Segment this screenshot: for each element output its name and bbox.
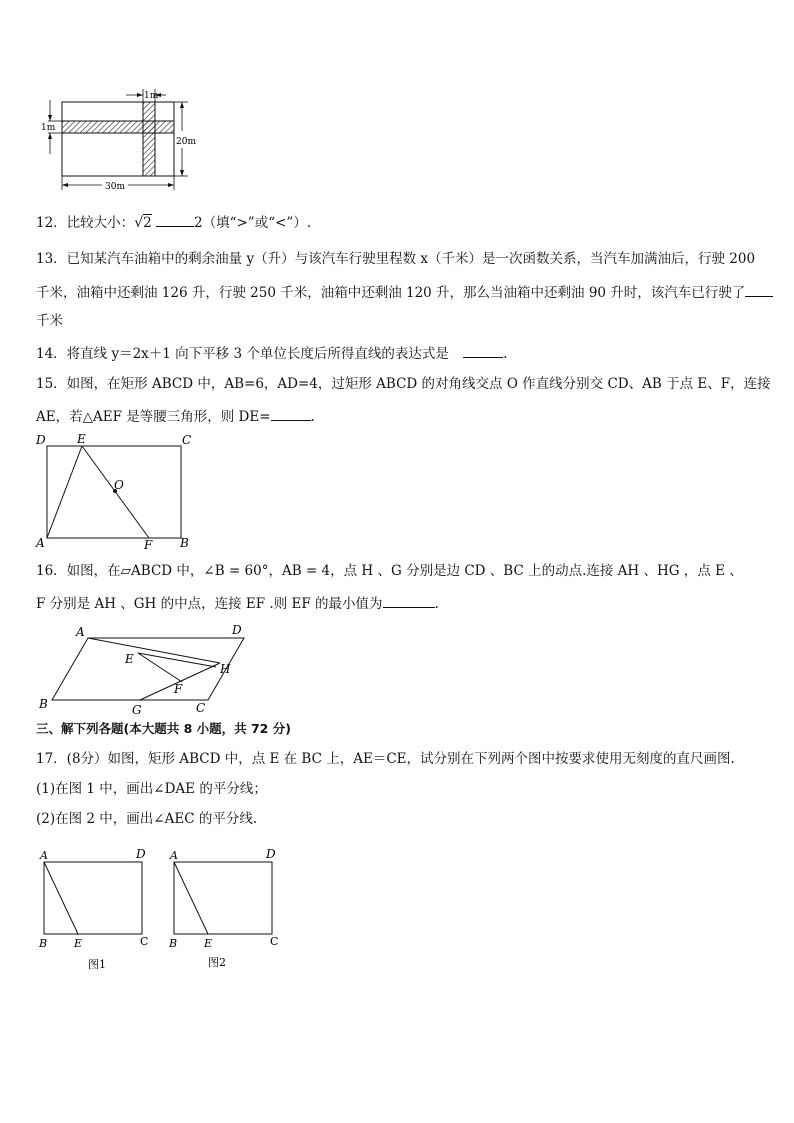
figure-1-caption: 图1 <box>88 958 106 971</box>
label-20m: 20m <box>176 137 196 147</box>
horizontal-road <box>62 121 174 133</box>
q15-line-2: AE，若△AEF 是等腰三角形，则 DE= . <box>36 406 315 426</box>
q15-line-1: 15．如图，在矩形 ABCD 中，AB=6，AD=4，过矩形 ABCD 的对角线交点 O 作直线分别交 CD、AB 于点 E、F，连接 <box>36 376 771 392</box>
rectangle-abcd-fig1 <box>44 862 142 934</box>
label-b: B <box>169 937 178 950</box>
q17-figure-2 <box>164 844 286 972</box>
q17-line-2: (1)在图 1 中，画出∠DAE 的平分线； <box>36 781 267 797</box>
label-e: E <box>77 432 86 446</box>
q13-line-2-text: 千米，油箱中还剩油 126 升，行驶 250 千米，油箱中还剩油 120 升，那么当油箱中还剩油 90 升时，该汽车已行驶了 <box>36 285 746 301</box>
segment-ah <box>88 638 220 663</box>
label-c: C <box>182 433 192 447</box>
q16-line-2: F 分别是 AH 、GH 的中点，连接 EF .则 EF 的最小值为 . <box>36 593 439 613</box>
label-d: D <box>266 847 276 861</box>
label-c: C <box>270 935 279 948</box>
label-a: A <box>76 625 85 639</box>
vertical-road <box>143 102 155 176</box>
q13-answer-blank[interactable] <box>745 282 773 297</box>
figure-2-caption: 图2 <box>208 956 226 969</box>
q17-line-3: (2)在图 2 中，画出∠AEC 的平分线. <box>36 811 258 827</box>
q11-field-figure <box>36 86 226 194</box>
q13-line-1: 13．已知某汽车油箱中的剩余油量 y（升）与该汽车行驶里程数 x（千米）是一次函数关系，当汽车加满油后，行驶 200 <box>36 251 756 267</box>
label-f: F <box>144 538 153 550</box>
q15-answer-blank[interactable] <box>271 406 311 421</box>
label-e: E <box>74 937 83 950</box>
label-f: F <box>174 682 183 696</box>
q14-text: 14．将直线 y＝2x＋1 向下平移 3 个单位长度后所得直线的表达式是 <box>36 346 449 362</box>
question-12 <box>36 212 311 232</box>
label-30m: 30m <box>105 182 125 192</box>
q12-answer-blank[interactable] <box>156 212 194 227</box>
label-d: D <box>36 433 46 447</box>
question-14: 14．将直线 y＝2x＋1 向下平移 3 个单位长度后所得直线的表达式是 . <box>36 343 507 363</box>
q16-answer-blank[interactable] <box>383 593 435 608</box>
label-c: C <box>140 935 149 948</box>
q17-figure-1 <box>34 844 156 972</box>
sqrt-symbol: √ <box>134 215 144 231</box>
q16-line-2-text: F 分别是 AH 、GH 的中点，连接 EF .则 EF 的最小值为 <box>36 596 383 612</box>
rectangle-abcd-fig2 <box>174 862 272 934</box>
label-1m-top: 1m <box>144 91 159 101</box>
label-a: A <box>36 536 45 550</box>
section-3-title: 三、解下列各题(本大题共 8 小题，共 72 分) <box>36 721 291 736</box>
q14-answer-blank[interactable] <box>463 343 503 358</box>
label-g: G <box>132 703 142 716</box>
label-c: C <box>196 701 206 715</box>
q16-line-1: 16．如图，在▱ABCD 中，∠B = 60°，AB = 4，点 H 、G 分别是边 CD 、BC 上的动点.连接 AH 、HG ，点 E 、 <box>36 563 743 579</box>
field-rectangle <box>62 102 174 176</box>
q12-text-b: 2（填“>”或“<”）. <box>194 215 312 231</box>
label-b: B <box>39 697 48 711</box>
segment-ae <box>47 446 82 538</box>
label-b: B <box>180 536 189 550</box>
label-h: H <box>220 662 231 676</box>
q17-line-1: 17．(8分）如图，矩形 ABCD 中，点 E 在 BC 上，AE＝CE，试分别在下列两个图中按要求使用无刻度的直尺画图. <box>36 751 735 767</box>
label-a: A <box>40 849 48 862</box>
label-d: D <box>232 623 242 637</box>
label-1m-left: 1m <box>41 123 56 133</box>
segment-ae-fig2 <box>174 862 208 934</box>
q15-line-2-text: AE，若△AEF 是等腰三角形，则 DE= <box>36 409 271 425</box>
label-e: E <box>204 937 213 950</box>
label-a: A <box>170 849 178 862</box>
segment-ae-fig1 <box>44 862 78 934</box>
parallelogram-abcd <box>52 638 244 700</box>
q12-sqrt-arg: 2 <box>143 215 152 231</box>
label-o: O <box>114 478 124 492</box>
q15-rectangle-figure <box>34 432 204 550</box>
label-b: B <box>39 937 48 950</box>
label-e: E <box>125 652 134 666</box>
q13-line-3: 千米 <box>36 313 63 329</box>
q13-line-2 <box>36 282 773 302</box>
q12-text-a: 12．比较大小： <box>36 215 135 231</box>
label-d: D <box>136 847 146 861</box>
q16-parallelogram-figure <box>36 620 256 716</box>
